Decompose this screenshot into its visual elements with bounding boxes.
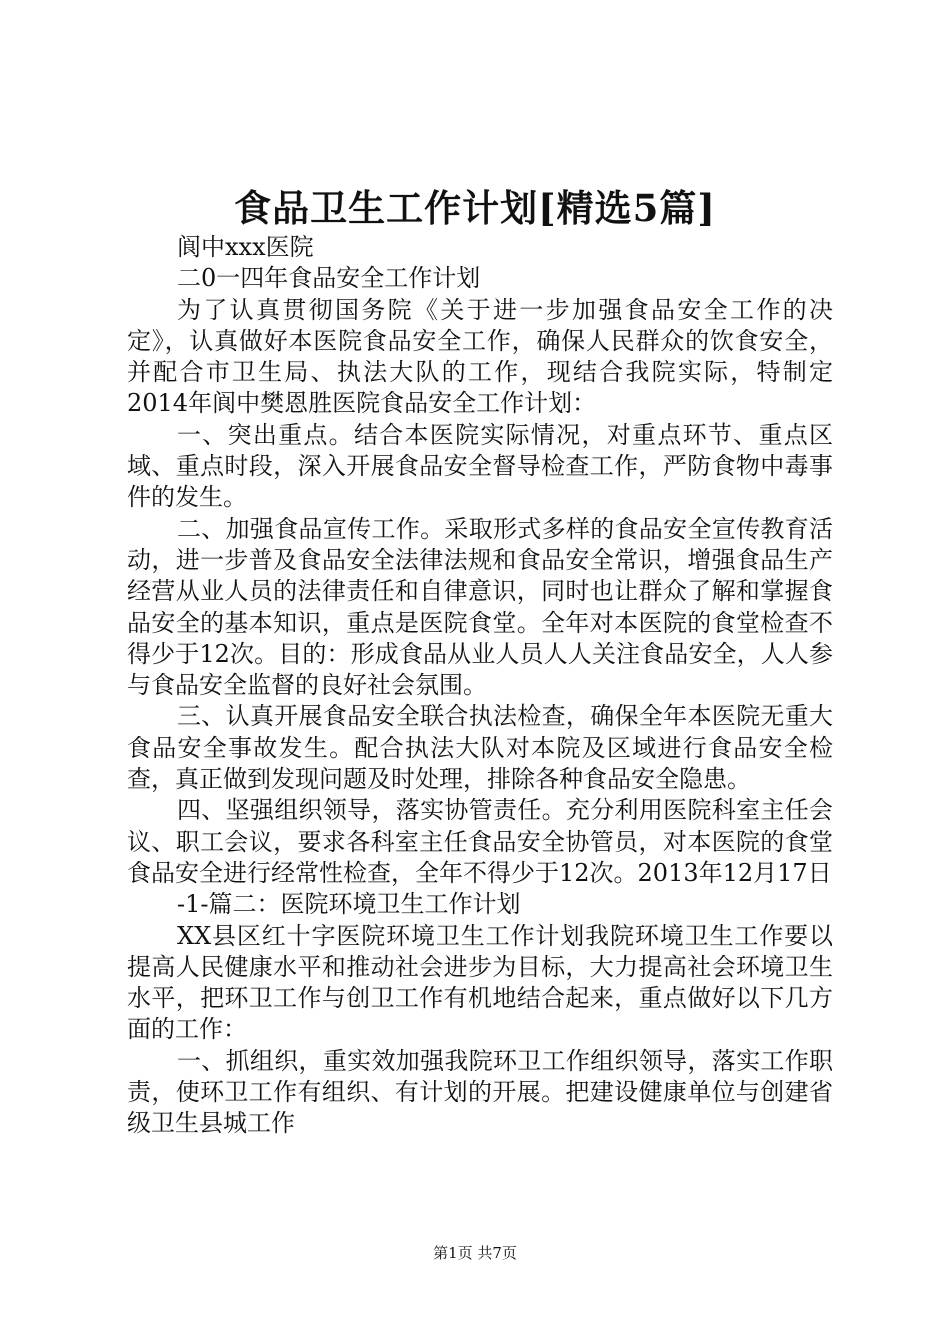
paragraph-plan-title: 二0一四年食品安全工作计划 (177, 264, 481, 293)
paragraph-point-4: 四、坚强组织领导，落实协管责任。充分利用医院科室主任会议、职工会议，要求各科室主任食品安全协管员，对本医院的食堂食品安全进行经常性检查，全年不得少于12次。2013年12月17日 (127, 796, 833, 887)
paragraph-point-3: 三、认真开展食品安全联合执法检查，确保全年本医院无重大食品安全事故发生。配合执法大队对本院及区域进行食品安全检查，真正做到发现问题及时处理，排除各种食品安全隐患。 (127, 702, 833, 794)
paragraph-section-2-heading: -1-篇二：医院环境卫生工作计划 (177, 890, 521, 919)
paragraph-point-1: 一、突出重点。结合本医院实际情况，对重点环节、重点区域、重点时段，深入开展食品安全督导检查工作，严防食物中毒事件的发生。 (127, 420, 833, 512)
document-body (127, 232, 833, 1140)
document-title: 食品卫生工作计划[精选5篇] (234, 186, 716, 230)
paragraph-point-2: 二、加强食品宣传工作。采取形式多样的食品安全宣传教育活动，进一步普及食品安全法律法规和食品安全常识，增强食品生产经营从业人员的法律责任和自律意识，同时也让群众了解和掌握食品安全的基本知识，重点是医院食堂。全年对本医院的食堂检查不得少于12次。目的：形成食品从业人员人人关注食品安全，人人参与食品安全监督的良好社会氛围。 (127, 514, 833, 700)
paragraph-hospital-name: 阆中xxx医院 (177, 233, 314, 261)
paragraph-intro: 为了认真贯彻国务院《关于进一步加强食品安全工作的决定》，认真做好本医院食品安全工作，确保人民群众的饮食安全，并配合市卫生局、执法大队的工作，现结合我院实际，特制定2014年阆中樊恩胜医院食品安全工作计划： (127, 295, 833, 418)
paragraph-section-2-intro: XX县区红十字医院环境卫生工作计划我院环境卫生工作要以提高人民健康水平和推动社会进步为目标，大力提高社会环境卫生水平，把环卫工作与创卫工作有机地结合起来，重点做好以下几方面的工作： (127, 921, 833, 1044)
paragraph-section-2-point-1: 一、抓组织，重实效加强我院环卫工作组织领导，落实工作职责，使环卫工作有组织、有计划的开展。把建设健康单位与创建省级卫生县城工作 (127, 1046, 833, 1138)
page-footer: 第1页 共7页 (433, 1244, 517, 1262)
